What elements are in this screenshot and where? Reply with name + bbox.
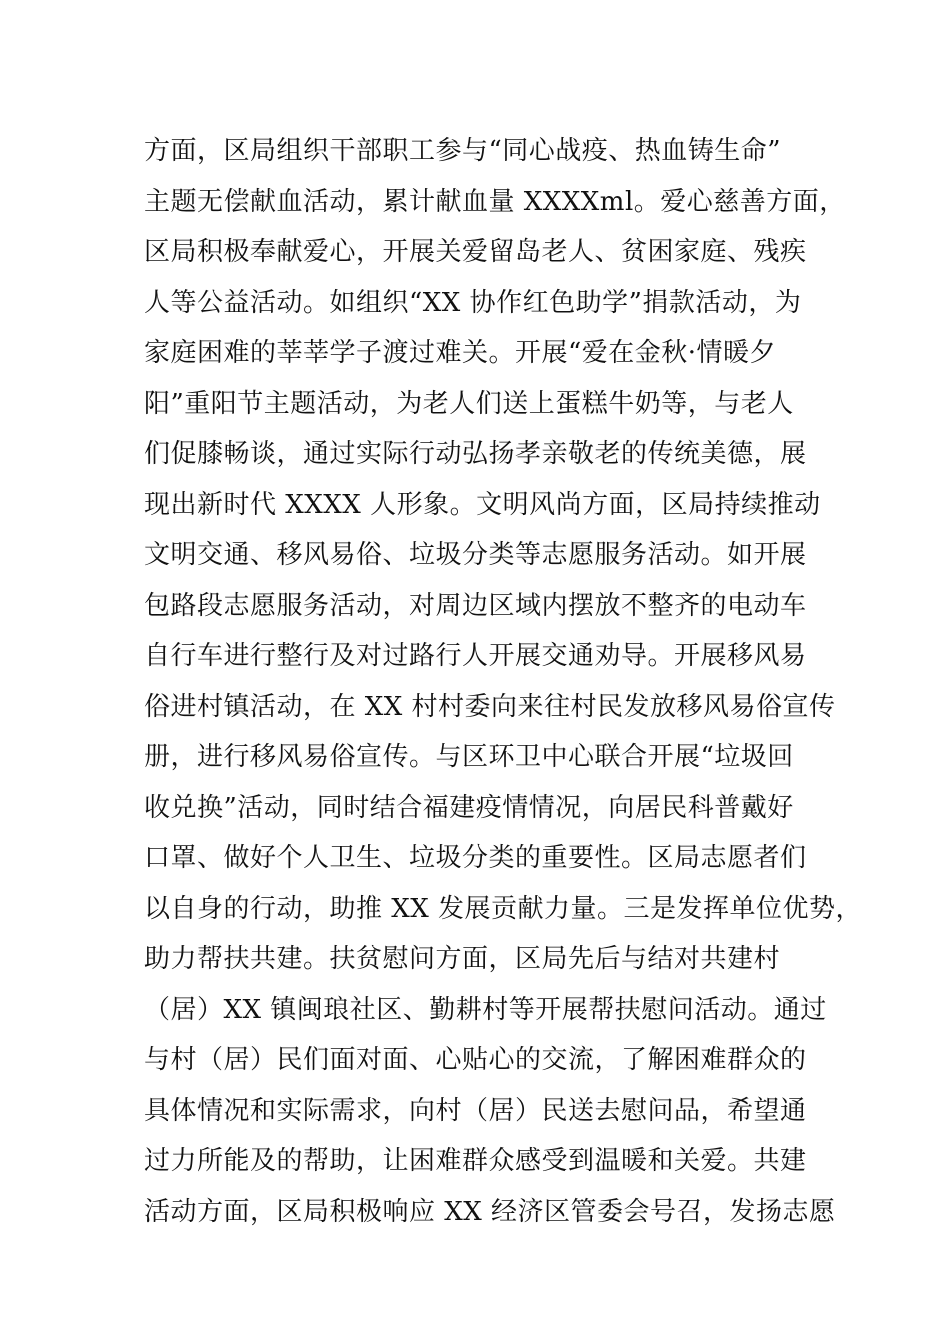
body-text bbox=[144, 126, 863, 1237]
text-line: 家庭困难的莘莘学子渡过难关。开展“爱在金秋·情暖夕 bbox=[144, 338, 777, 368]
text-line: 活动方面，区局积极响应 XX 经济区管委会号召，发扬志愿 bbox=[144, 1196, 836, 1227]
text-line: 过力所能及的帮助，让困难群众感受到温暖和关爱。共建 bbox=[144, 1146, 807, 1176]
text-line: 主题无偿献血活动，累计献血量 XXXXml。爱心慈善方面， bbox=[144, 186, 846, 217]
text-line: 以自身的行动，助推 XX 发展贡献力量。三是发挥单位优势， bbox=[144, 893, 863, 924]
text-line: 俗进村镇活动，在 XX 村村委向来往村民发放移风易俗宣传 bbox=[144, 691, 836, 722]
text-line: 现出新时代 XXXX 人形象。文明风尚方面，区局持续推动 bbox=[144, 489, 821, 520]
text-line: 包路段志愿服务活动，对周边区域内摆放不整齐的电动车 bbox=[144, 590, 807, 621]
text-line: 自行车进行整行及对过路行人开展交通劝导。开展移风易 bbox=[144, 641, 807, 671]
text-line: 具体情况和实际需求，向村（居）民送去慰问品，希望通 bbox=[144, 1095, 807, 1126]
text-line: 方面，区局组织干部职工参与“同心战疫、热血铸生命” bbox=[144, 136, 782, 166]
text-line: 册，进行移风易俗宣传。与区环卫中心联合开展“垃圾回 bbox=[144, 742, 794, 772]
text-line: 与村（居）民们面对面、心贴心的交流，了解困难群众的 bbox=[144, 1045, 807, 1075]
text-line: 文明交通、移风易俗、垃圾分类等志愿服务活动。如开展 bbox=[144, 540, 807, 570]
text-line: 阳”重阳节主题活动，为老人们送上蛋糕牛奶等，与老人 bbox=[144, 388, 794, 419]
text-line: 口罩、做好个人卫生、垃圾分类的重要性。区局志愿者们 bbox=[144, 843, 807, 873]
text-line: （居）XX 镇闽琅社区、勤耕村等开展帮扶慰问活动。通过 bbox=[144, 994, 827, 1025]
text-line: 人等公益活动。如组织“XX 协作红色助学”捐款活动，为 bbox=[144, 287, 802, 318]
text-line: 们促膝畅谈，通过实际行动弘扬孝亲敬老的传统美德，展 bbox=[144, 439, 807, 469]
text-line: 助力帮扶共建。扶贫慰问方面，区局先后与结对共建村 bbox=[144, 944, 781, 974]
text-line: 区局积极奉献爱心，开展关爱留岛老人、贫困家庭、残疾 bbox=[144, 237, 807, 267]
text-line: 收兑换”活动，同时结合福建疫情情况，向居民科普戴好 bbox=[144, 792, 794, 823]
